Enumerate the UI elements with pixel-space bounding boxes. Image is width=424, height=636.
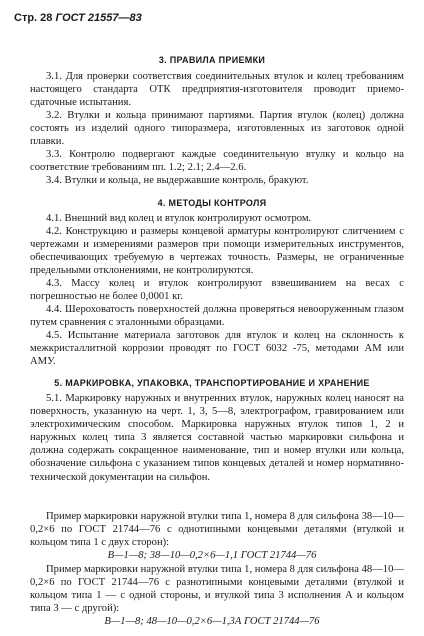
paragraph-4-2: 4.2. Конструкцию и размеры концевой арматуры контролируют слитчением с чертежами и измерениями размеров при помощи измерительных инструментов, обеспечивающих требуемую в чертежах точность. Размеры, не ограниченные предельными отклонениями, не контролируются. <box>30 226 404 277</box>
section-5-title: 5. МАРКИРОВКА, УПАКОВКА, ТРАНСПОРТИРОВАНИЕ И ХРАНЕНИЕ <box>54 378 370 388</box>
example-2: Пример маркировки наружной втулки типа 1, номера 8 для сильфона 48—10—0,2×6 по ГОСТ 21744—76 с разнотипными концевыми деталями (втулкой и кольцом типа 1 — с одной стороны, и втулкой типа 3 исполнения А и кольцом типа 3 — с другой): <box>30 564 404 615</box>
page-header <box>14 12 142 24</box>
paragraph-3-3: 3.3. Контролю подвергают каждые соединительную втулку и кольцо на соответствие требованиям пп. 1.2; 2.1; 2.4—2.6. <box>30 149 404 174</box>
paragraph-4-1: 4.1. Внешний вид колец и втулок контролируют осмотром. <box>46 213 312 224</box>
paragraph-4-5: 4.5. Испытание материала заготовок для втулок и колец на склонность к межкристаллитной коррозии проводят по ГОСТ 6032 -75, методами AM или АМУ. <box>30 330 404 368</box>
paragraph-4-3: 4.3. Массу колец и втулок контролируют взвешиванием на весах с погрешностью не более 0,0001 кг. <box>30 278 404 303</box>
marking-formula-2: В—1—8; 48—10—0,2×6—1,3А ГОСТ 21744—76 <box>104 616 320 627</box>
paragraph-3-4: 3.4. Втулки и кольца, не выдержавшие контроль, бракуют. <box>46 175 309 186</box>
paragraph-4-4: 4.4. Шероховатость поверхностей должна проверяться невооруженным глазом путем сравнения с эталонными образцами. <box>30 304 404 329</box>
paragraph-3-1: 3.1. Для проверки соответствия соединительных втулок и колец требованиям настоящего стандарта ОТК предприятия-изготовителя проводит приемо-сдаточные испытания. <box>30 71 404 109</box>
section-4-title: 4. МЕТОДЫ КОНТРОЛЯ <box>157 198 267 208</box>
example-1: Пример маркировки наружной втулки типа 1, номера 8 для сильфона 38—10—0,2×6 по ГОСТ 21744—76 с однотипными концевыми деталями (втулкой и кольцом типа 1 с двух сторон): <box>30 511 404 549</box>
section-3-title: 3. ПРАВИЛА ПРИЕМКИ <box>158 55 266 65</box>
marking-formula-1: В—1—8; 38—10—0,2×6—1,1 ГОСТ 21744—76 <box>107 550 317 561</box>
page-number: Стр. 28 <box>14 12 53 24</box>
standard-number: ГОСТ 21557—83 <box>55 12 142 24</box>
paragraph-3-2: 3.2. Втулки и кольца принимают партиями. Партия втулок (колец) должна состоять из изделий одного типоразмера, изготовленных из заготовок одной плавки. <box>30 110 404 148</box>
paragraph-5-1: 5.1. Маркировку наружных и внутренних втулок, наружных колец наносят на поверхность, указанную на черт. 1, 3, 5—8, электрографом, гравированием или электрохимическим способом. Маркировка наружных втулок типов 1, 2 и наружных колец типа 3 является составной частью маркировки сильфона и должна содержать сокращенное наименование, тип и номер втулки или кольца, обозначение сильфона с указанием типов концевых деталей и номер нормативно-технической документации на сильфон. <box>30 393 404 483</box>
